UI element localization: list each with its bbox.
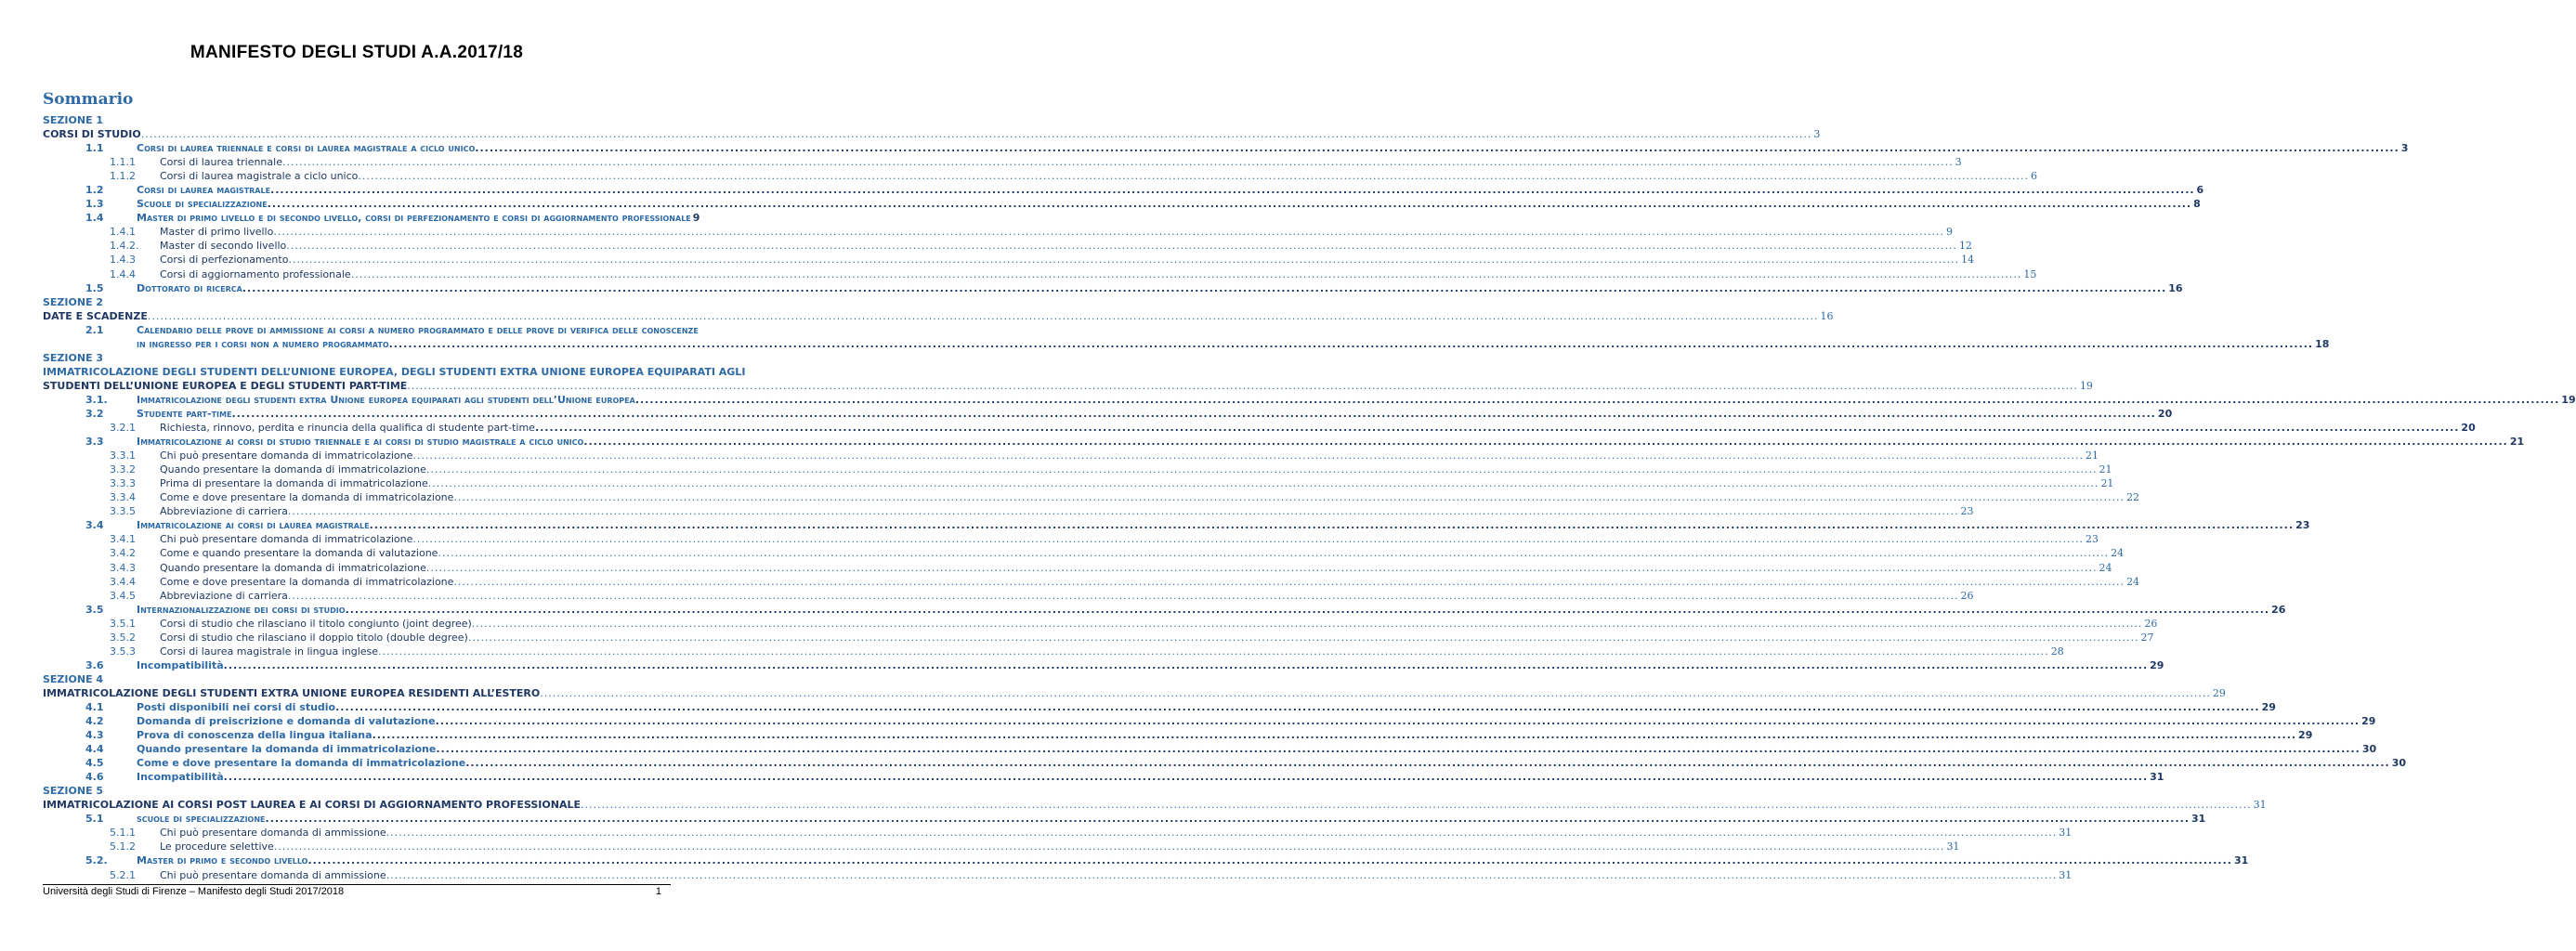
toc-leader-dots: ................................................................................................................................................................................................................................................................................................................................................................................................................ bbox=[581, 799, 2252, 812]
toc-page-number: 22 bbox=[2126, 491, 2140, 504]
footer-page-number: 1 bbox=[655, 886, 661, 897]
toc-leader-dots: ................................................................................................................................................................................................................................................................................................................................................................................................................ bbox=[358, 170, 2030, 183]
toc-leader-dots: ................................................................................................................................................................................................................................................................................................................................................................................................................ bbox=[436, 743, 2360, 756]
toc-entry[interactable] bbox=[43, 337, 2330, 351]
toc-entry-number: 3.4.5 bbox=[110, 589, 136, 602]
toc-entry-title: Abbreviazione di carriera bbox=[160, 505, 288, 518]
toc-entry[interactable] bbox=[43, 672, 671, 686]
toc-leader-dots: ................................................................................................................................................................................................................................................................................................................................................................................................................ bbox=[386, 868, 2058, 881]
toc-page-number: 20 bbox=[2461, 422, 2476, 435]
toc-leader-dots: ................................................................................................................................................................................................................................................................................................................................................................................................................ bbox=[412, 449, 2085, 462]
toc-leader-dots: ................................................................................................................................................................................................................................................................................................................................................................................................................ bbox=[270, 184, 2195, 197]
toc-entry[interactable] bbox=[43, 518, 2310, 532]
toc-entry-number: 3.5 bbox=[85, 603, 104, 616]
toc-page-number: 31 bbox=[2191, 813, 2206, 826]
toc-entry-number: 3.3 bbox=[85, 436, 104, 449]
toc-entry-number: 1.4 bbox=[85, 212, 104, 225]
toc-entry-number: 1.1.2 bbox=[110, 170, 136, 183]
toc-page-number: 31 bbox=[2233, 854, 2249, 867]
toc-entry[interactable] bbox=[43, 476, 2114, 490]
toc-leader-dots: ................................................................................................................................................................................................................................................................................................................................................................................................................ bbox=[453, 491, 2125, 504]
toc-entry[interactable] bbox=[43, 141, 2409, 155]
toc-entry-number: 1.2 bbox=[85, 184, 104, 197]
toc-entry[interactable] bbox=[43, 323, 699, 337]
toc-entry-number: 3.5.1 bbox=[110, 617, 136, 630]
toc-entry-number: 3.5.3 bbox=[110, 645, 136, 658]
toc-leader-dots: ................................................................................................................................................................................................................................................................................................................................................................................................................ bbox=[273, 840, 1945, 853]
toc-leader-dots: ................................................................................................................................................................................................................................................................................................................................................................................................................ bbox=[475, 142, 2399, 155]
toc-entry-title: Corsi di laurea magistrale in lingua inglese bbox=[160, 645, 379, 658]
toc-entry-title: Chi può presentare domanda di ammissione bbox=[160, 827, 386, 840]
toc-entry[interactable] bbox=[43, 127, 1821, 141]
toc-entry-number: 3.2 bbox=[85, 407, 104, 420]
toc-entry-title: SEZIONE 4 bbox=[43, 672, 104, 685]
toc-entry-title: Come e dove presentare la domanda di immatricolazione bbox=[160, 491, 454, 504]
toc-entry-number: 3.1. bbox=[85, 393, 108, 406]
toc-entry[interactable] bbox=[43, 826, 2073, 840]
toc-entry[interactable] bbox=[43, 351, 671, 365]
toc-page-number: 29 bbox=[2298, 729, 2313, 742]
toc-entry[interactable] bbox=[43, 462, 2112, 476]
toc-leader-dots: ................................................................................................................................................................................................................................................................................................................................................................................................................ bbox=[369, 519, 2295, 532]
toc-entry-title: SEZIONE 5 bbox=[43, 785, 104, 798]
toc-leader-dots: ................................................................................................................................................................................................................................................................................................................................................................................................................ bbox=[265, 813, 2190, 826]
toc-page-number: 9 bbox=[692, 212, 700, 225]
toc-page-number: 26 bbox=[1960, 589, 1974, 602]
toc-entry-title: Corsi di laurea magistrale bbox=[137, 184, 271, 197]
toc-entry[interactable] bbox=[43, 617, 2158, 631]
toc-entry[interactable] bbox=[43, 393, 2576, 407]
toc-entry-title: IMMATRICOLAZIONE AI CORSI POST LAUREA E AI CORSI DI AGGIORNAMENTO PROFESSIONALE bbox=[43, 799, 581, 812]
toc-page-number: 23 bbox=[2086, 533, 2099, 546]
toc-entry-number: 3.4.2 bbox=[110, 547, 136, 560]
toc-entry-number: 5.1.2 bbox=[110, 840, 136, 853]
toc-leader-dots: ................................................................................................................................................................................................................................................................................................................................................................................................................ bbox=[427, 477, 2099, 490]
toc-entry-number: 3.2.1 bbox=[110, 422, 136, 435]
toc-entry[interactable] bbox=[43, 658, 2164, 672]
toc-page-number: 3 bbox=[1955, 156, 1962, 169]
toc-entry[interactable] bbox=[43, 407, 2173, 421]
toc-entry-title: Calendario delle prove di ammissione ai corsi a numero programmato e delle prove di verifica delle conoscenze bbox=[137, 323, 699, 336]
toc-entry[interactable] bbox=[43, 742, 2377, 756]
toc-entry-number: 4.5 bbox=[85, 757, 104, 770]
toc-entry-title: Corsi di laurea magistrale a ciclo unico bbox=[160, 170, 359, 183]
toc-page-number: 16 bbox=[1820, 309, 1834, 322]
toc-entry-title: IMMATRICOLAZIONE DEGLI STUDENTI DELL’UNIONE EUROPEA, DEGLI STUDENTI EXTRA UNIONE EUROPEA EQUIPARATI AGLI bbox=[43, 365, 746, 378]
toc-entry[interactable] bbox=[43, 169, 2038, 183]
toc-entry-title: Come e dove presentare la domanda di immatricolazione bbox=[137, 757, 466, 770]
toc-leader-dots: ................................................................................................................................................................................................................................................................................................................................................................................................................ bbox=[372, 729, 2297, 742]
toc-entry-title: Corsi di aggiornamento professionale bbox=[160, 267, 351, 280]
toc-leader-dots: ................................................................................................................................................................................................................................................................................................................................................................................................................ bbox=[378, 645, 2049, 658]
toc-entry[interactable] bbox=[43, 603, 2286, 617]
toc-leader-dots: ................................................................................................................................................................................................................................................................................................................................................................................................................ bbox=[540, 686, 2211, 699]
toc-entry-number: 5.2.1 bbox=[110, 868, 136, 881]
toc-entry[interactable] bbox=[43, 309, 1834, 323]
toc-entry-number: 3.3.5 bbox=[110, 505, 136, 518]
toc-leader-dots: ................................................................................................................................................................................................................................................................................................................................................................................................................ bbox=[147, 309, 1819, 322]
toc-page-number: 24 bbox=[2111, 547, 2125, 560]
toc-page-number: 30 bbox=[2391, 757, 2406, 770]
toc-entry-title: Chi può presentare domanda di ammissione bbox=[160, 868, 386, 881]
toc-leader-dots: ................................................................................................................................................................................................................................................................................................................................................................................................................ bbox=[435, 715, 2360, 728]
toc-entry-title: Richiesta, rinnovo, perdita e rinuncia della qualifica di studente part-time bbox=[160, 422, 535, 435]
toc-entry-number: 1.4.1 bbox=[110, 226, 136, 239]
toc-entry[interactable] bbox=[43, 868, 2073, 882]
toc-entry-title: Posti disponibili nei corsi di studio bbox=[137, 700, 336, 713]
toc-entry-title: Corsi di perfezionamento bbox=[160, 254, 289, 267]
toc-page-number: 31 bbox=[2059, 868, 2073, 881]
toc-entry-number: 3.4.4 bbox=[110, 575, 136, 588]
toc-entry[interactable] bbox=[43, 645, 2064, 658]
toc-entry-number: 3.3.4 bbox=[110, 491, 136, 504]
toc-entry-title: Prova di conoscenza della lingua italiana bbox=[137, 729, 373, 742]
toc-entry[interactable] bbox=[43, 686, 2226, 700]
toc-entry-title: Chi può presentare domanda di immatricolazione bbox=[160, 533, 413, 546]
toc-entry-number: 3.3.1 bbox=[110, 449, 136, 462]
toc-entry-title: Abbreviazione di carriera bbox=[160, 589, 288, 602]
toc-entry-title: DATE E SCADENZE bbox=[43, 309, 148, 322]
toc-entry-number: 1.4.2. bbox=[110, 240, 139, 253]
toc-leader-dots: ................................................................................................................................................................................................................................................................................................................................................................................................................ bbox=[242, 281, 2167, 294]
toc-entry[interactable] bbox=[43, 281, 2183, 295]
toc-page-number: 21 bbox=[2100, 477, 2114, 490]
toc-entry[interactable] bbox=[43, 267, 2037, 281]
toc-entry-number: 1.4.3 bbox=[110, 254, 136, 267]
toc-entry[interactable] bbox=[43, 183, 2204, 197]
toc-entry-title: SEZIONE 2 bbox=[43, 295, 104, 308]
toc-entry-number: 2.1 bbox=[85, 323, 104, 336]
toc-entry[interactable] bbox=[43, 784, 671, 798]
toc-entry[interactable] bbox=[43, 840, 1960, 853]
toc-entry-title: CORSI DI STUDIO bbox=[43, 128, 141, 141]
toc-entry-title: Master di primo livello e di secondo livello, corsi di perfezionamento e corsi di aggiornamento professionale bbox=[137, 212, 691, 225]
toc-entry[interactable] bbox=[43, 561, 2112, 575]
toc-entry-title: STUDENTI DELL’UNIONE EUROPEA E DEGLI STUDENTI PART-TIME bbox=[43, 379, 408, 392]
toc-entry-number: 3.3.2 bbox=[110, 463, 136, 476]
toc-leader-dots: ................................................................................................................................................................................................................................................................................................................................................................................................................ bbox=[412, 533, 2085, 546]
toc-leader-dots: ................................................................................................................................................................................................................................................................................................................................................................................................................ bbox=[140, 128, 1812, 141]
toc-entry[interactable] bbox=[43, 435, 2525, 449]
toc-entry-title: Come e quando presentare la domanda di valutazione bbox=[160, 547, 438, 560]
toc-page-number: 12 bbox=[1958, 240, 1972, 253]
toc-leader-dots: ................................................................................................................................................................................................................................................................................................................................................................................................................ bbox=[453, 575, 2125, 588]
toc-page-number: 6 bbox=[2031, 170, 2038, 183]
toc-leader-dots: ................................................................................................................................................................................................................................................................................................................................................................................................................ bbox=[425, 561, 2098, 574]
toc-entry-title: Immatricolazione ai corsi di laurea magistrale bbox=[137, 519, 370, 532]
toc-entry[interactable] bbox=[43, 798, 2267, 812]
toc-page-number: 20 bbox=[2157, 407, 2173, 420]
toc-entry-title: Corsi di laurea triennale e corsi di laurea magistrale a ciclo unico bbox=[137, 142, 476, 155]
toc-entry-number: 3.4.1 bbox=[110, 533, 136, 546]
toc-page-number: 21 bbox=[2099, 463, 2112, 476]
toc-leader-dots: ................................................................................................................................................................................................................................................................................................................................................................................................................ bbox=[287, 505, 1959, 518]
toc-page-number: 24 bbox=[2099, 561, 2112, 574]
toc-page-number: 15 bbox=[2023, 267, 2037, 280]
toc-entry[interactable] bbox=[43, 853, 2249, 867]
toc-entry-title: in ingresso per i corsi non a numero programmato bbox=[137, 337, 389, 350]
toc-page-number: 29 bbox=[2261, 700, 2276, 713]
toc-entry-title: Master di primo e secondo livello bbox=[137, 854, 308, 867]
toc-page-number: 26 bbox=[2271, 603, 2286, 616]
toc-entry[interactable] bbox=[43, 421, 2476, 435]
toc-page-number: 29 bbox=[2150, 658, 2164, 671]
toc-entry[interactable] bbox=[43, 546, 2125, 560]
toc-leader-dots: ................................................................................................................................................................................................................................................................................................................................................................................................................ bbox=[307, 854, 2232, 867]
toc-entry-title: Prima di presentare la domanda di immatricolazione bbox=[160, 477, 428, 490]
toc-page-number: 23 bbox=[2295, 519, 2310, 532]
toc-page-number: 3 bbox=[2400, 142, 2409, 155]
toc-entry-title: Internazionalizzazione dei corsi di studio bbox=[137, 603, 346, 616]
toc-leader-dots: ................................................................................................................................................................................................................................................................................................................................................................................................................ bbox=[534, 422, 2460, 435]
toc-entry[interactable] bbox=[43, 197, 2201, 211]
toc-leader-dots: ................................................................................................................................................................................................................................................................................................................................................................................................................ bbox=[273, 226, 1944, 239]
toc-leader-dots: ................................................................................................................................................................................................................................................................................................................................................................................................................ bbox=[223, 771, 2149, 784]
toc-entry[interactable] bbox=[43, 490, 2140, 504]
toc-entry-title: Quando presentare la domanda di immatricolazione bbox=[160, 463, 426, 476]
toc-entry-title: Corsi di studio che rilasciano il titolo congiunto (joint degree) bbox=[160, 617, 472, 630]
toc-entry-number: 3.3.3 bbox=[110, 477, 136, 490]
toc-page-number: 19 bbox=[2561, 393, 2576, 406]
toc-page-number: 31 bbox=[2150, 771, 2164, 784]
toc-entry-number: 1.4.4 bbox=[110, 267, 136, 280]
toc-entry-number: 4.1 bbox=[85, 700, 104, 713]
toc-entry[interactable] bbox=[43, 575, 2140, 589]
toc-entry-title: Immatricolazione degli studenti extra Unione europea equiparati agli studenti dell’Unione europea bbox=[137, 393, 635, 406]
toc-entry[interactable] bbox=[43, 770, 2164, 784]
toc-entry-title: Scuole di specializzazione bbox=[137, 198, 268, 211]
toc-entry-title: Studente part-time bbox=[137, 407, 232, 420]
toc-entry-title: Domanda di preiscrizione e domanda di valutazione bbox=[137, 715, 436, 728]
toc-entry[interactable] bbox=[43, 589, 1974, 603]
toc-page-number: 27 bbox=[2140, 631, 2154, 644]
toc-entry-title: Come e dove presentare la domanda di immatricolazione bbox=[160, 575, 454, 588]
toc-leader-dots: ................................................................................................................................................................................................................................................................................................................................................................................................................ bbox=[350, 267, 2022, 280]
toc-entry[interactable] bbox=[43, 295, 671, 309]
toc-entry[interactable] bbox=[43, 532, 2099, 546]
toc-entry-number: 1.5 bbox=[85, 281, 104, 294]
toc-leader-dots: ................................................................................................................................................................................................................................................................................................................................................................................................................ bbox=[425, 463, 2098, 476]
toc-entry-title: Le procedure selettive bbox=[160, 840, 274, 853]
toc-entry-title: Quando presentare la domanda di immatricolazione bbox=[137, 743, 437, 756]
toc-page-number: 29 bbox=[2361, 715, 2376, 728]
toc-entry-number: 3.4.3 bbox=[110, 561, 136, 574]
toc-leader-dots: ................................................................................................................................................................................................................................................................................................................................................................................................................ bbox=[386, 827, 2058, 840]
toc-entry-title: Master di secondo livello bbox=[160, 240, 287, 253]
toc-entry-number: 4.3 bbox=[85, 729, 104, 742]
toc-entry-number: 4.2 bbox=[85, 715, 104, 728]
toc-entry-number: 5.2. bbox=[85, 854, 108, 867]
toc-heading: Sommario bbox=[43, 90, 134, 109]
toc-entry-title: Master di primo livello bbox=[160, 226, 274, 239]
toc-entry[interactable] bbox=[43, 253, 1975, 267]
toc-entry-title: SEZIONE 3 bbox=[43, 351, 104, 364]
toc-entry[interactable] bbox=[43, 449, 2099, 462]
toc-page-number: 26 bbox=[2144, 617, 2158, 630]
toc-entry[interactable] bbox=[43, 365, 746, 379]
toc-leader-dots: ................................................................................................................................................................................................................................................................................................................................................................................................................ bbox=[471, 617, 2143, 630]
toc-entry[interactable] bbox=[43, 504, 1974, 518]
toc-entry-number: 3.5.2 bbox=[110, 631, 136, 644]
toc-entry-number: 1.1.1 bbox=[110, 156, 136, 169]
toc-leader-dots: ................................................................................................................................................................................................................................................................................................................................................................................................................ bbox=[288, 254, 1960, 267]
footer-text: Università degli Studi di Firenze – Manifesto degli Studi 2017/2018 bbox=[43, 886, 345, 897]
table-of-contents bbox=[43, 113, 2576, 882]
toc-page-number: 19 bbox=[2079, 379, 2093, 392]
toc-entry[interactable] bbox=[43, 225, 1953, 239]
toc-entry-number: 1.3 bbox=[85, 198, 104, 211]
toc-leader-dots: ................................................................................................................................................................................................................................................................................................................................................................................................................ bbox=[287, 589, 1959, 602]
toc-entry-title: Corsi di laurea triennale bbox=[160, 156, 282, 169]
toc-page-number: 21 bbox=[2086, 449, 2099, 462]
toc-entry-title: Incompatibilità bbox=[137, 658, 224, 671]
toc-entry[interactable] bbox=[43, 728, 2313, 742]
toc-entry[interactable] bbox=[43, 631, 2154, 645]
toc-entry-title: Corsi di studio che rilasciano il doppio titolo (double degree) bbox=[160, 631, 468, 644]
toc-entry-number: 5.1 bbox=[85, 813, 104, 826]
toc-leader-dots: ................................................................................................................................................................................................................................................................................................................................................................................................................ bbox=[407, 379, 2078, 392]
toc-page-number: 29 bbox=[2212, 686, 2226, 699]
toc-page-number: 31 bbox=[2253, 799, 2267, 812]
toc-entry-number: 3.6 bbox=[85, 658, 104, 671]
toc-entry[interactable] bbox=[43, 812, 2206, 826]
toc-page-number: 21 bbox=[2509, 436, 2525, 449]
toc-entry-title: Quando presentare la domanda di immatricolazione bbox=[160, 561, 426, 574]
toc-entry[interactable] bbox=[43, 379, 2093, 393]
toc-entry-title: Dottorato di ricerca bbox=[137, 281, 242, 294]
toc-entry[interactable] bbox=[43, 756, 2406, 770]
toc-leader-dots: ................................................................................................................................................................................................................................................................................................................................................................................................................ bbox=[583, 436, 2508, 449]
toc-entry-title: scuole di specializzazione bbox=[137, 813, 266, 826]
toc-entry-title: Immatricolazione ai corsi di studio triennale e ai corsi di studio magistrale a ciclo unico bbox=[137, 436, 584, 449]
toc-leader-dots: ................................................................................................................................................................................................................................................................................................................................................................................................................ bbox=[267, 198, 2192, 211]
toc-page-number: 3 bbox=[1813, 128, 1821, 141]
toc-leader-dots: ................................................................................................................................................................................................................................................................................................................................................................................................................ bbox=[281, 156, 1954, 169]
toc-page-number: 16 bbox=[2168, 281, 2183, 294]
toc-page-number: 8 bbox=[2193, 198, 2201, 211]
toc-page-number: 9 bbox=[1945, 226, 1953, 239]
toc-page-number: 23 bbox=[1960, 505, 1974, 518]
toc-entry[interactable] bbox=[43, 113, 671, 127]
toc-entry-title: IMMATRICOLAZIONE DEGLI STUDENTI EXTRA UNIONE EUROPEA RESIDENTI ALL’ESTERO bbox=[43, 686, 541, 699]
toc-entry-number: 1.1 bbox=[85, 142, 104, 155]
toc-leader-dots: ................................................................................................................................................................................................................................................................................................................................................................................................................ bbox=[286, 240, 1957, 253]
page-title: MANIFESTO DEGLI STUDI A.A.2017/18 bbox=[190, 43, 524, 62]
toc-entry[interactable] bbox=[43, 700, 2276, 714]
toc-entry[interactable] bbox=[43, 155, 1962, 169]
toc-page-number: 30 bbox=[2361, 743, 2377, 756]
toc-leader-dots: ................................................................................................................................................................................................................................................................................................................................................................................................................ bbox=[465, 757, 2390, 770]
toc-entry-title: Chi può presentare domanda di immatricolazione bbox=[160, 449, 413, 462]
toc-entry-title: SEZIONE 1 bbox=[43, 114, 104, 126]
footer-divider bbox=[43, 884, 671, 885]
toc-entry-title: Incompatibilità bbox=[137, 771, 224, 784]
toc-leader-dots: ................................................................................................................................................................................................................................................................................................................................................................................................................ bbox=[231, 407, 2156, 420]
toc-leader-dots: ................................................................................................................................................................................................................................................................................................................................................................................................................ bbox=[345, 603, 2270, 616]
toc-leader-dots: ................................................................................................................................................................................................................................................................................................................................................................................................................ bbox=[223, 658, 2149, 671]
toc-page-number: 31 bbox=[2059, 827, 2073, 840]
toc-entry[interactable] bbox=[43, 211, 700, 225]
toc-leader-dots: ................................................................................................................................................................................................................................................................................................................................................................................................................ bbox=[634, 393, 2560, 406]
toc-page-number: 31 bbox=[1946, 840, 1960, 853]
toc-page-number: 24 bbox=[2126, 575, 2140, 588]
toc-leader-dots: ................................................................................................................................................................................................................................................................................................................................................................................................................ bbox=[467, 631, 2139, 644]
toc-page-number: 14 bbox=[1961, 254, 1975, 267]
toc-entry-number: 3.4 bbox=[85, 519, 104, 532]
toc-leader-dots: ................................................................................................................................................................................................................................................................................................................................................................................................................ bbox=[438, 547, 2110, 560]
toc-entry-number: 4.4 bbox=[85, 743, 104, 756]
toc-entry[interactable] bbox=[43, 239, 1972, 253]
toc-entry[interactable] bbox=[43, 714, 2376, 728]
toc-page-number: 28 bbox=[2050, 645, 2064, 658]
toc-entry-number: 5.1.1 bbox=[110, 827, 136, 840]
toc-page-number: 6 bbox=[2196, 184, 2204, 197]
toc-leader-dots: ................................................................................................................................................................................................................................................................................................................................................................................................................ bbox=[335, 700, 2260, 713]
toc-entry-number: 4.6 bbox=[85, 771, 104, 784]
toc-leader-dots: ................................................................................................................................................................................................................................................................................................................................................................................................................ bbox=[388, 337, 2314, 350]
toc-page-number: 18 bbox=[2315, 337, 2330, 350]
